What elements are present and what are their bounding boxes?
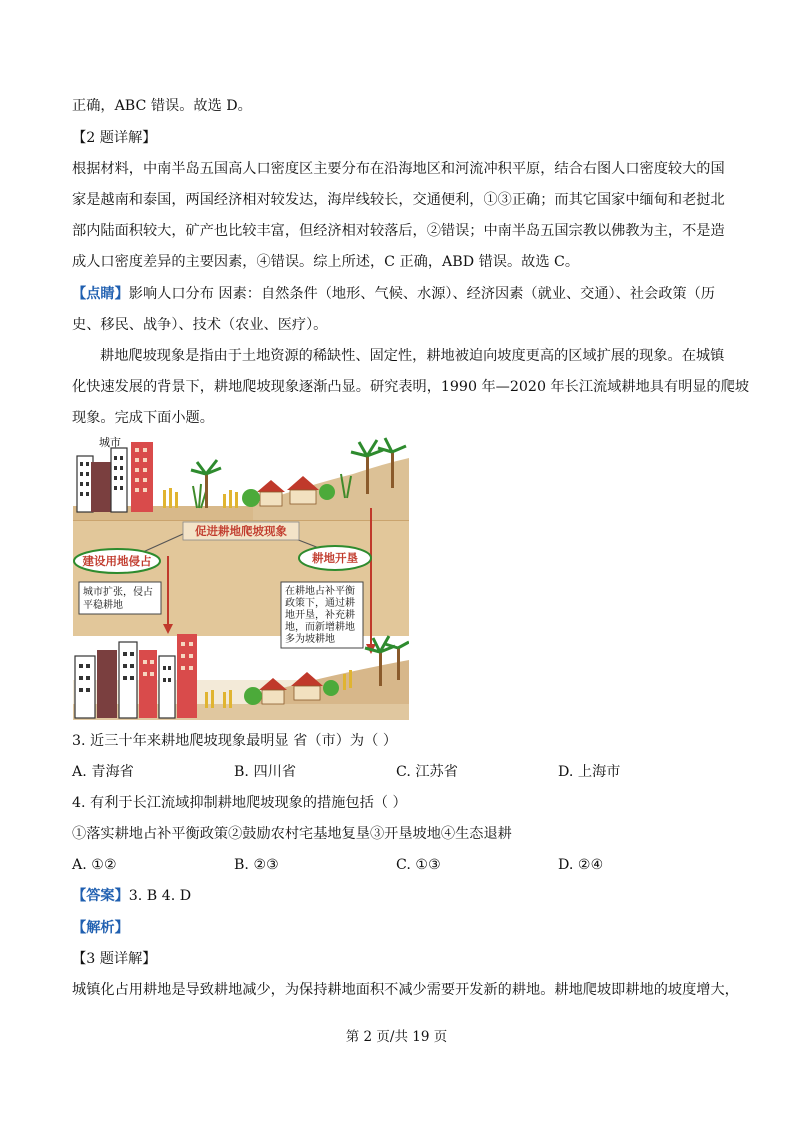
section-heading: 【2 题详解】 xyxy=(72,130,157,146)
center-label: 促进耕地爬坡现象 xyxy=(195,524,287,538)
key-point xyxy=(72,284,715,304)
q3-option-a: A. 青海省 xyxy=(72,764,134,780)
page-footer: 第 2 页/共 19 页 xyxy=(345,1029,448,1045)
question-4: 4. 有利于长江流域抑制耕地爬坡现象的措施包括（ ） xyxy=(72,795,407,811)
material-line: 化快速发展的背景下，耕地爬坡现象逐渐凸显。研究表明，1990 年—2020 年长江流域耕地具有明显的爬坡 xyxy=(72,379,750,395)
analysis-tag: 【解析】 xyxy=(72,920,129,936)
text-line: 城镇化占用耕地是导致耕地减少，为保持耕地面积不减少需要开发新的耕地。耕地爬坡即耕地的坡度增大， xyxy=(72,982,739,998)
answer-line xyxy=(72,886,191,906)
left-oval-label: 建设用地侵占 xyxy=(82,554,152,568)
q4-option-b: B. ②③ xyxy=(234,857,279,873)
text-line: 成人口密度差异的主要因素，④错误。综上所述，C 正确，ABD 错误。故选 C。 xyxy=(72,254,580,270)
material-line: 现象。完成下面小题。 xyxy=(72,410,214,426)
city-label: 城市 xyxy=(99,436,121,449)
key-point-tag: 【点睛】 xyxy=(72,286,129,302)
answer-text: 3. B 4. D xyxy=(128,888,192,904)
right-box-line: 多为坡耕地 xyxy=(285,634,335,645)
key-point-text: 影响人口分布 因素：自然条件（地形、气候、水源）、经济因素（就业、交通）、社会政策（历 xyxy=(128,286,715,302)
slope-farming-diagram xyxy=(73,434,409,720)
right-box-line: 地，而新增耕地 xyxy=(285,622,355,633)
right-oval-label: 耕地开垦 xyxy=(312,551,358,565)
text-line: 家是越南和泰国，两国经济相对较发达，海岸线较长，交通便利，①③正确；而其它国家中缅甸和老挝北 xyxy=(72,192,725,208)
text-line: 根据材料，中南半岛五国高人口密度区主要分布在沿海地区和河流冲积平原，结合右图人口密度较大的国 xyxy=(72,161,725,177)
right-box-line: 地开垦，补充耕 xyxy=(285,610,355,621)
text-line: 正确，ABC 错误。故选 D。 xyxy=(72,98,252,114)
q4-option-c: C. ①③ xyxy=(396,857,441,873)
right-box-line: 政策下，通过耕 xyxy=(285,598,355,609)
section-heading: 【3 题详解】 xyxy=(72,951,157,967)
answer-tag: 【答案】 xyxy=(72,888,129,904)
q3-option-d: D. 上海市 xyxy=(558,764,621,780)
q4-option-d: D. ②④ xyxy=(558,857,604,873)
q3-option-b: B. 四川省 xyxy=(234,764,297,780)
left-box-line: 平稳耕地 xyxy=(83,600,123,611)
material-line: 耕地爬坡现象是指由于土地资源的稀缺性、固定性，耕地被迫向坡度更高的区域扩展的现象。在城镇 xyxy=(100,348,725,364)
question-3: 3. 近三十年来耕地爬坡现象最明显 省（市）为（ ） xyxy=(72,733,398,749)
left-box-line: 城市扩张，侵占 xyxy=(83,587,153,598)
text-line: 史、移民、战争）、技术（农业、医疗）。 xyxy=(72,317,328,333)
text-line: 部内陆面积较大，矿产也比较丰富，但经济相对较落后，②错误；中南半岛五国宗教以佛教为主，不是造 xyxy=(72,223,725,239)
question-4-statements: ①落实耕地占补平衡政策②鼓励农村宅基地复垦③开垦坡地④生态退耕 xyxy=(72,826,512,842)
q3-option-c: C. 江苏省 xyxy=(396,764,458,780)
q4-option-a: A. ①② xyxy=(72,857,117,873)
right-box-line: 在耕地占补平衡 xyxy=(285,586,355,597)
